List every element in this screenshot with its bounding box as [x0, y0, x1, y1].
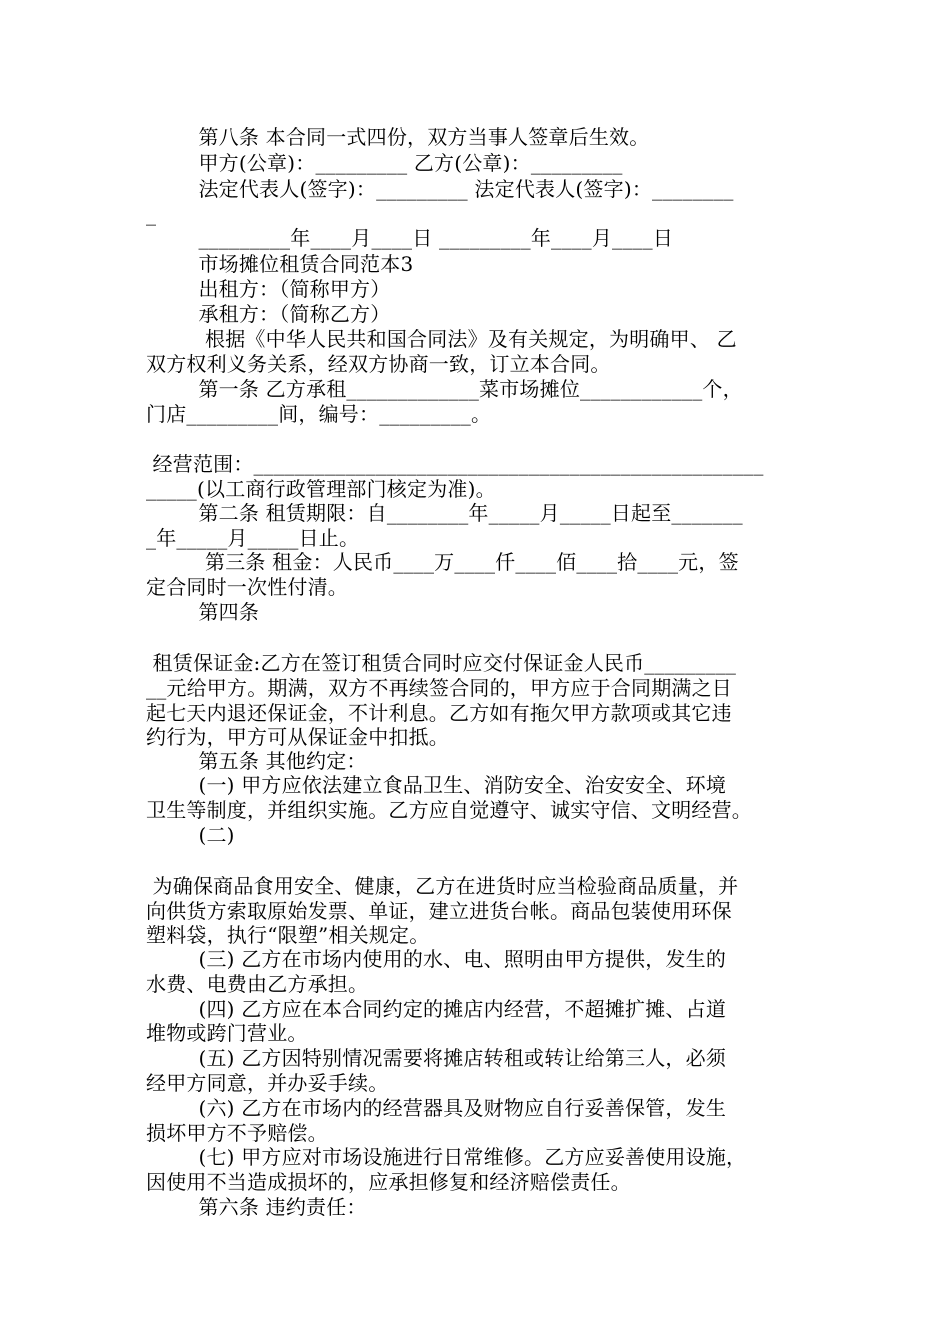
- text-line: 双方权利义务关系，经双方协商一致，订立本合同。: [146, 352, 611, 376]
- text-line: (一) 甲方应依法建立食品卫生、消防安全、治安安全、环境: [146, 773, 727, 797]
- text-line: 第八条 本合同一式四份，双方当事人签章后生效。: [146, 125, 650, 149]
- text-line: _年_____月_____日止。: [146, 526, 360, 550]
- text-line: 定合同时一次性付清。: [146, 575, 348, 599]
- text-line: 第四条: [146, 600, 260, 624]
- contract-title: 市场摊位租赁合同范本3: [146, 252, 414, 276]
- text-line: (六) 乙方在市场内的经营器具及财物应自行妥善保管，发生: [146, 1096, 727, 1120]
- text-line: 第五条 其他约定：: [146, 749, 367, 773]
- text-line: 甲方(公章)：_________ 乙方(公章)：_________: [146, 151, 623, 175]
- text-line: 租赁保证金:乙方在签订租赁合同时应交付保证金人民币_________: [146, 651, 737, 675]
- text-line: _________年____月____日 _________年____月____日: [146, 226, 674, 250]
- text-line: 因使用不当造成损坏的，应承担修复和经济赔偿责任。: [146, 1170, 631, 1194]
- text-line: 约行为，甲方可从保证金中扣抵。: [146, 725, 449, 749]
- text-line: 第三条 租金：人民币____万____仟____佰____拾____元，签: [146, 550, 739, 574]
- text-line: 第二条 租赁期限：自________年_____月_____日起至_______: [146, 501, 743, 525]
- text-line: 第一条 乙方承租_____________菜市场摊位____________个，: [146, 377, 743, 401]
- text-line: 塑料袋，执行“限塑”相关规定。: [146, 923, 430, 947]
- text-line: 第六条 违约责任：: [146, 1195, 367, 1219]
- text-line: 水费、电费由乙方承担。: [146, 972, 369, 996]
- text-line: 卫生等制度，并组织实施。乙方应自觉遵守、诚实守信、文明经营。: [146, 798, 752, 822]
- text-line: 堆物或跨门营业。: [146, 1021, 308, 1045]
- text-line: 法定代表人(签字)：_________ 法定代表人(签字)：________: [146, 177, 734, 201]
- text-line: (五) 乙方因特别情况需要将摊店转租或转让给第三人，必须: [146, 1046, 727, 1070]
- text-line: (三) 乙方在市场内使用的水、电、照明由甲方提供，发生的: [146, 947, 727, 971]
- text-line: 经营范围：__________________________________________________: [146, 452, 764, 476]
- text-line: (七) 甲方应对市场设施进行日常维修。乙方应妥善使用设施，: [146, 1145, 747, 1169]
- text-line: _____(以工商行政管理部门核定为准)。: [146, 477, 496, 501]
- text-line: 损坏甲方不予赔偿。: [146, 1121, 328, 1145]
- text-line: (四) 乙方应在本合同约定的摊店内经营，不超摊扩摊、占道: [146, 997, 727, 1021]
- text-line: 为确保商品食用安全、健康，乙方在进货时应当检验商品质量，并: [146, 874, 739, 898]
- text-line: 承租方：（简称乙方）: [146, 302, 391, 326]
- text-line: (二): [146, 823, 235, 847]
- text-line: 向供货方索取原始发票、单证，建立进货台帐。商品包装使用环保: [146, 899, 732, 923]
- text-line: 出租方：（简称甲方）: [146, 277, 391, 301]
- text-line: 门店_________间，编号：_________。: [146, 402, 492, 426]
- text-line: 经甲方同意，并办妥手续。: [146, 1071, 389, 1095]
- text-line: 根据《中华人民共和国合同法》及有关规定，为明确甲、 乙: [146, 327, 737, 351]
- text-line: 起七天内退还保证金，不计利息。乙方如有拖欠甲方款项或其它违: [146, 701, 732, 725]
- text-line: _: [146, 202, 157, 226]
- text-line: __元给甲方。期满，双方不再续签合同的，甲方应于合同期满之日: [146, 676, 732, 700]
